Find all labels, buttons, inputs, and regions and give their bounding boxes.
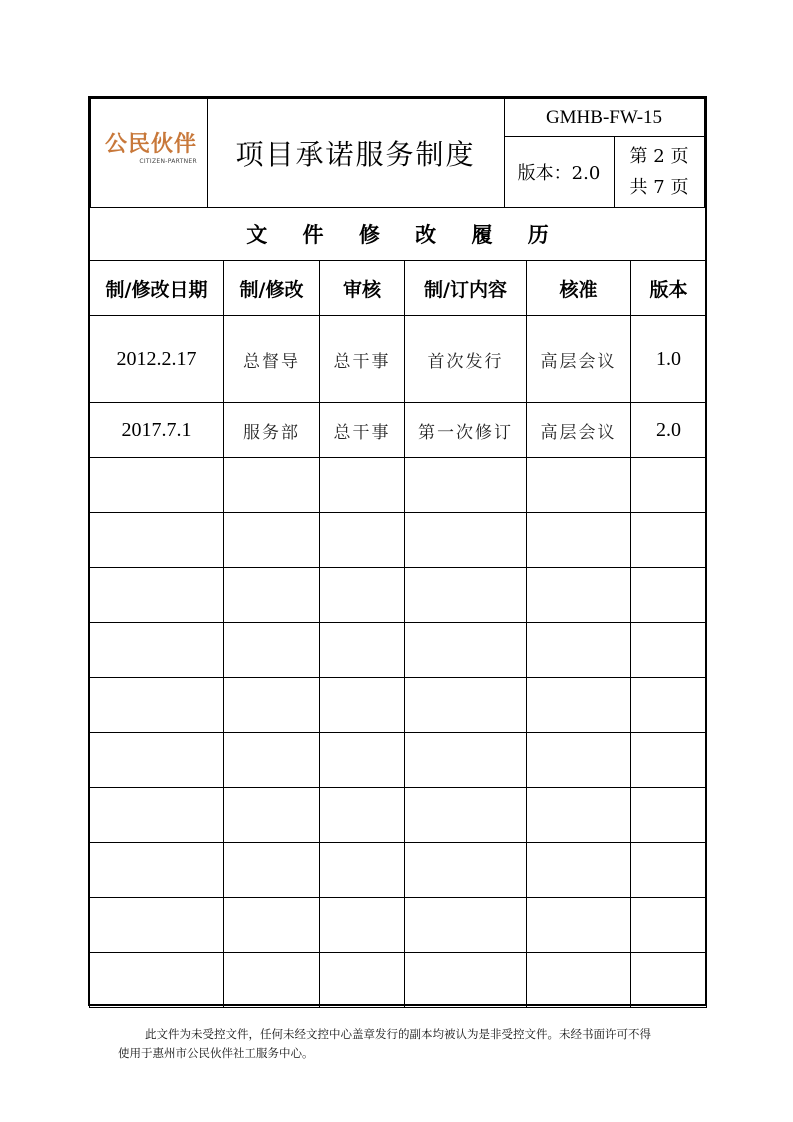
empty-cell [224,843,320,898]
empty-cell [224,513,320,568]
empty-cell [90,843,224,898]
empty-table-row [90,678,707,733]
document-version: 版本：2.0 [504,136,615,207]
empty-cell [224,458,320,513]
empty-cell [320,953,405,1008]
document-header [89,97,706,207]
revision-history-title: 文 件 修 改 履 历 [90,208,707,261]
empty-cell [631,733,707,788]
empty-table-row [90,953,707,1008]
revision-content: 首次发行 [405,316,527,403]
revision-version: 2.0 [631,403,707,458]
empty-cell [320,513,405,568]
empty-cell [224,898,320,953]
document-footer [118,1025,688,1063]
column-header: 制/修改 [224,261,320,316]
empty-cell [320,678,405,733]
citizen-partner-logo [105,133,197,173]
empty-cell [631,843,707,898]
empty-cell [90,568,224,623]
empty-cell [527,568,631,623]
empty-cell [320,568,405,623]
empty-cell [405,678,527,733]
footer-line-1: 此文件为未受控文件，任何未经文控中心盖章发行的副本均被认为是非受控文件。未经书面许可不得 [145,1027,651,1041]
page-number-cell [614,136,704,207]
empty-cell [405,788,527,843]
empty-cell [631,953,707,1008]
empty-cell [527,788,631,843]
revision-approver: 高层会议 [527,403,631,458]
empty-cell [527,898,631,953]
empty-table-row [90,733,707,788]
empty-cell [405,513,527,568]
empty-cell [527,843,631,898]
revision-author: 服务部 [224,403,320,458]
logo-subtext: CITIZEN-PARTNER [139,158,197,165]
revision-approver: 高层会议 [527,316,631,403]
logo-cell [91,99,208,207]
revision-author: 总督导 [224,316,320,403]
empty-cell [224,953,320,1008]
table-row [90,316,707,403]
column-header: 审核 [320,261,405,316]
empty-cell [90,678,224,733]
page-total: 共 7 页 [629,176,689,198]
empty-cell [90,458,224,513]
empty-table-row [90,568,707,623]
revision-reviewer: 总干事 [320,403,405,458]
empty-cell [224,623,320,678]
empty-cell [527,513,631,568]
empty-table-row [90,458,707,513]
empty-cell [320,843,405,898]
empty-cell [320,733,405,788]
empty-table-row [90,513,707,568]
empty-cell [320,788,405,843]
empty-cell [90,733,224,788]
empty-cell [527,953,631,1008]
empty-cell [527,458,631,513]
empty-cell [631,678,707,733]
empty-cell [405,898,527,953]
empty-cell [224,568,320,623]
empty-cell [631,623,707,678]
table-header-row [90,261,707,316]
revision-date: 2017.7.1 [90,403,224,458]
document-code: GMHB-FW-15 [504,99,704,137]
empty-cell [90,623,224,678]
empty-cell [405,458,527,513]
empty-cell [320,458,405,513]
revision-version: 1.0 [631,316,707,403]
empty-cell [224,678,320,733]
empty-table-row [90,788,707,843]
empty-cell [405,568,527,623]
empty-table-row [90,898,707,953]
empty-cell [90,898,224,953]
column-header: 制/订内容 [405,261,527,316]
column-header: 核准 [527,261,631,316]
empty-cell [405,843,527,898]
revision-reviewer: 总干事 [320,316,405,403]
empty-table-row [90,623,707,678]
empty-cell [405,733,527,788]
table-row [90,403,707,458]
empty-cell [405,953,527,1008]
page-current: 第 2 页 [629,145,689,167]
empty-cell [405,623,527,678]
empty-cell [90,953,224,1008]
revision-date: 2012.2.17 [90,316,224,403]
column-header: 版本 [631,261,707,316]
empty-cell [631,568,707,623]
document-title: 项目承诺服务制度 [207,99,505,207]
empty-cell [631,513,707,568]
empty-cell [631,898,707,953]
empty-cell [224,733,320,788]
empty-cell [224,788,320,843]
empty-cell [631,458,707,513]
empty-cell [527,623,631,678]
empty-cell [320,898,405,953]
revision-history-table [89,207,707,1008]
empty-cell [527,678,631,733]
empty-table-row [90,843,707,898]
empty-cell [90,513,224,568]
empty-cell [631,788,707,843]
empty-cell [90,788,224,843]
revision-content: 第一次修订 [405,403,527,458]
empty-cell [320,623,405,678]
column-header: 制/修改日期 [90,261,224,316]
logo-text: 公民伙伴 [105,132,198,157]
footer-line-2: 使用于惠州市公民伙伴社工服务中心。 [118,1046,314,1060]
empty-cell [527,733,631,788]
